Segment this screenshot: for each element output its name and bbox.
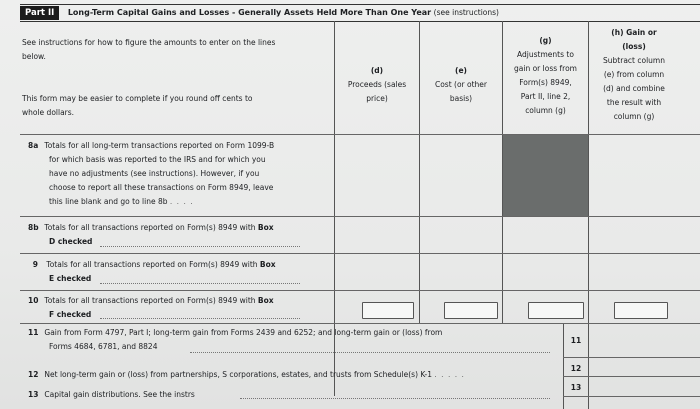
row-12-text: 12 Net long-term gain or (loss) from partnerships, S corporations, estates, and trusts from Schedule(s) K-1 . . . . .: [28, 370, 465, 379]
line-number-13: 13: [570, 383, 582, 392]
row-line: [563, 396, 700, 397]
leader-dots: [100, 318, 300, 319]
row-8a-text: 8a Totals for all long-term transactions reported on Form 1099-B for which basis was reported to the IRS and for which you have no adjustments (see instructions). However, if you choose to report all these transactions on Form 8949, leave this line blank and go to line 8b . . . .: [28, 141, 275, 206]
row-line: [20, 134, 700, 135]
leader-dots: [240, 398, 550, 399]
col-header-h: (h) Gain or (loss) Subtract column (e) from column (d) and combine the result with column (g): [603, 28, 665, 121]
row-11-text: 11 Gain from Form 4797, Part I; long-term gain from Forms 2439 and 6252; and long-term gain or (loss) from Forms 4684, 6781, and 8824: [28, 328, 443, 351]
line-10-adjustments-field[interactable]: [528, 302, 584, 319]
instructions-text: See instructions for how to figure the amounts to enter on the lines below.: [22, 38, 276, 61]
line-11-amount-field[interactable]: [589, 324, 700, 357]
row-13-text: 13 Capital gain distributions. See the instrs: [28, 390, 195, 399]
row-10-text: 10 Totals for all transactions reported on Form(s) 8949 with Box F checked: [28, 296, 274, 319]
row-line: [20, 290, 700, 291]
col-header-g: (g) Adjustments to gain or loss from Form(s) 8949, Part II, line 2, column (g): [514, 36, 577, 115]
part-title: Long-Term Capital Gains and Losses - Generally Assets Held More Than One Year: [67, 8, 432, 17]
row-line: [20, 253, 700, 254]
line-13-amount-field[interactable]: [589, 377, 700, 396]
line-10-gain-loss-field[interactable]: [614, 302, 668, 319]
part-header: [20, 4, 700, 22]
line-10-cost-field[interactable]: [444, 302, 498, 319]
col-header-d: (d) Proceeds (sales price): [347, 66, 407, 103]
row-9-text: 9 Totals for all transactions reported on Form(s) 8949 with Box E checked: [32, 260, 276, 283]
leader-dots: [190, 352, 550, 353]
leader-dots: [100, 246, 300, 247]
line-10-proceeds-field[interactable]: [362, 302, 414, 319]
leader-dots: [100, 283, 300, 284]
row-8b-text: 8b Totals for all transactions reported on Form(s) 8949 with Box D checked: [28, 223, 274, 246]
col-header-e: (e) Cost (or other basis): [434, 66, 488, 103]
row-line: [20, 216, 700, 217]
part-label: Part II: [20, 6, 59, 20]
line-number-12: 12: [570, 364, 582, 373]
line-number-11: 11: [570, 336, 582, 345]
line-12-amount-field[interactable]: [589, 358, 700, 376]
part-note: (see instructions): [433, 8, 499, 17]
rounding-note: This form may be easier to complete if you round off cents to whole dollars.: [22, 94, 253, 117]
shaded-cell: [503, 135, 588, 216]
